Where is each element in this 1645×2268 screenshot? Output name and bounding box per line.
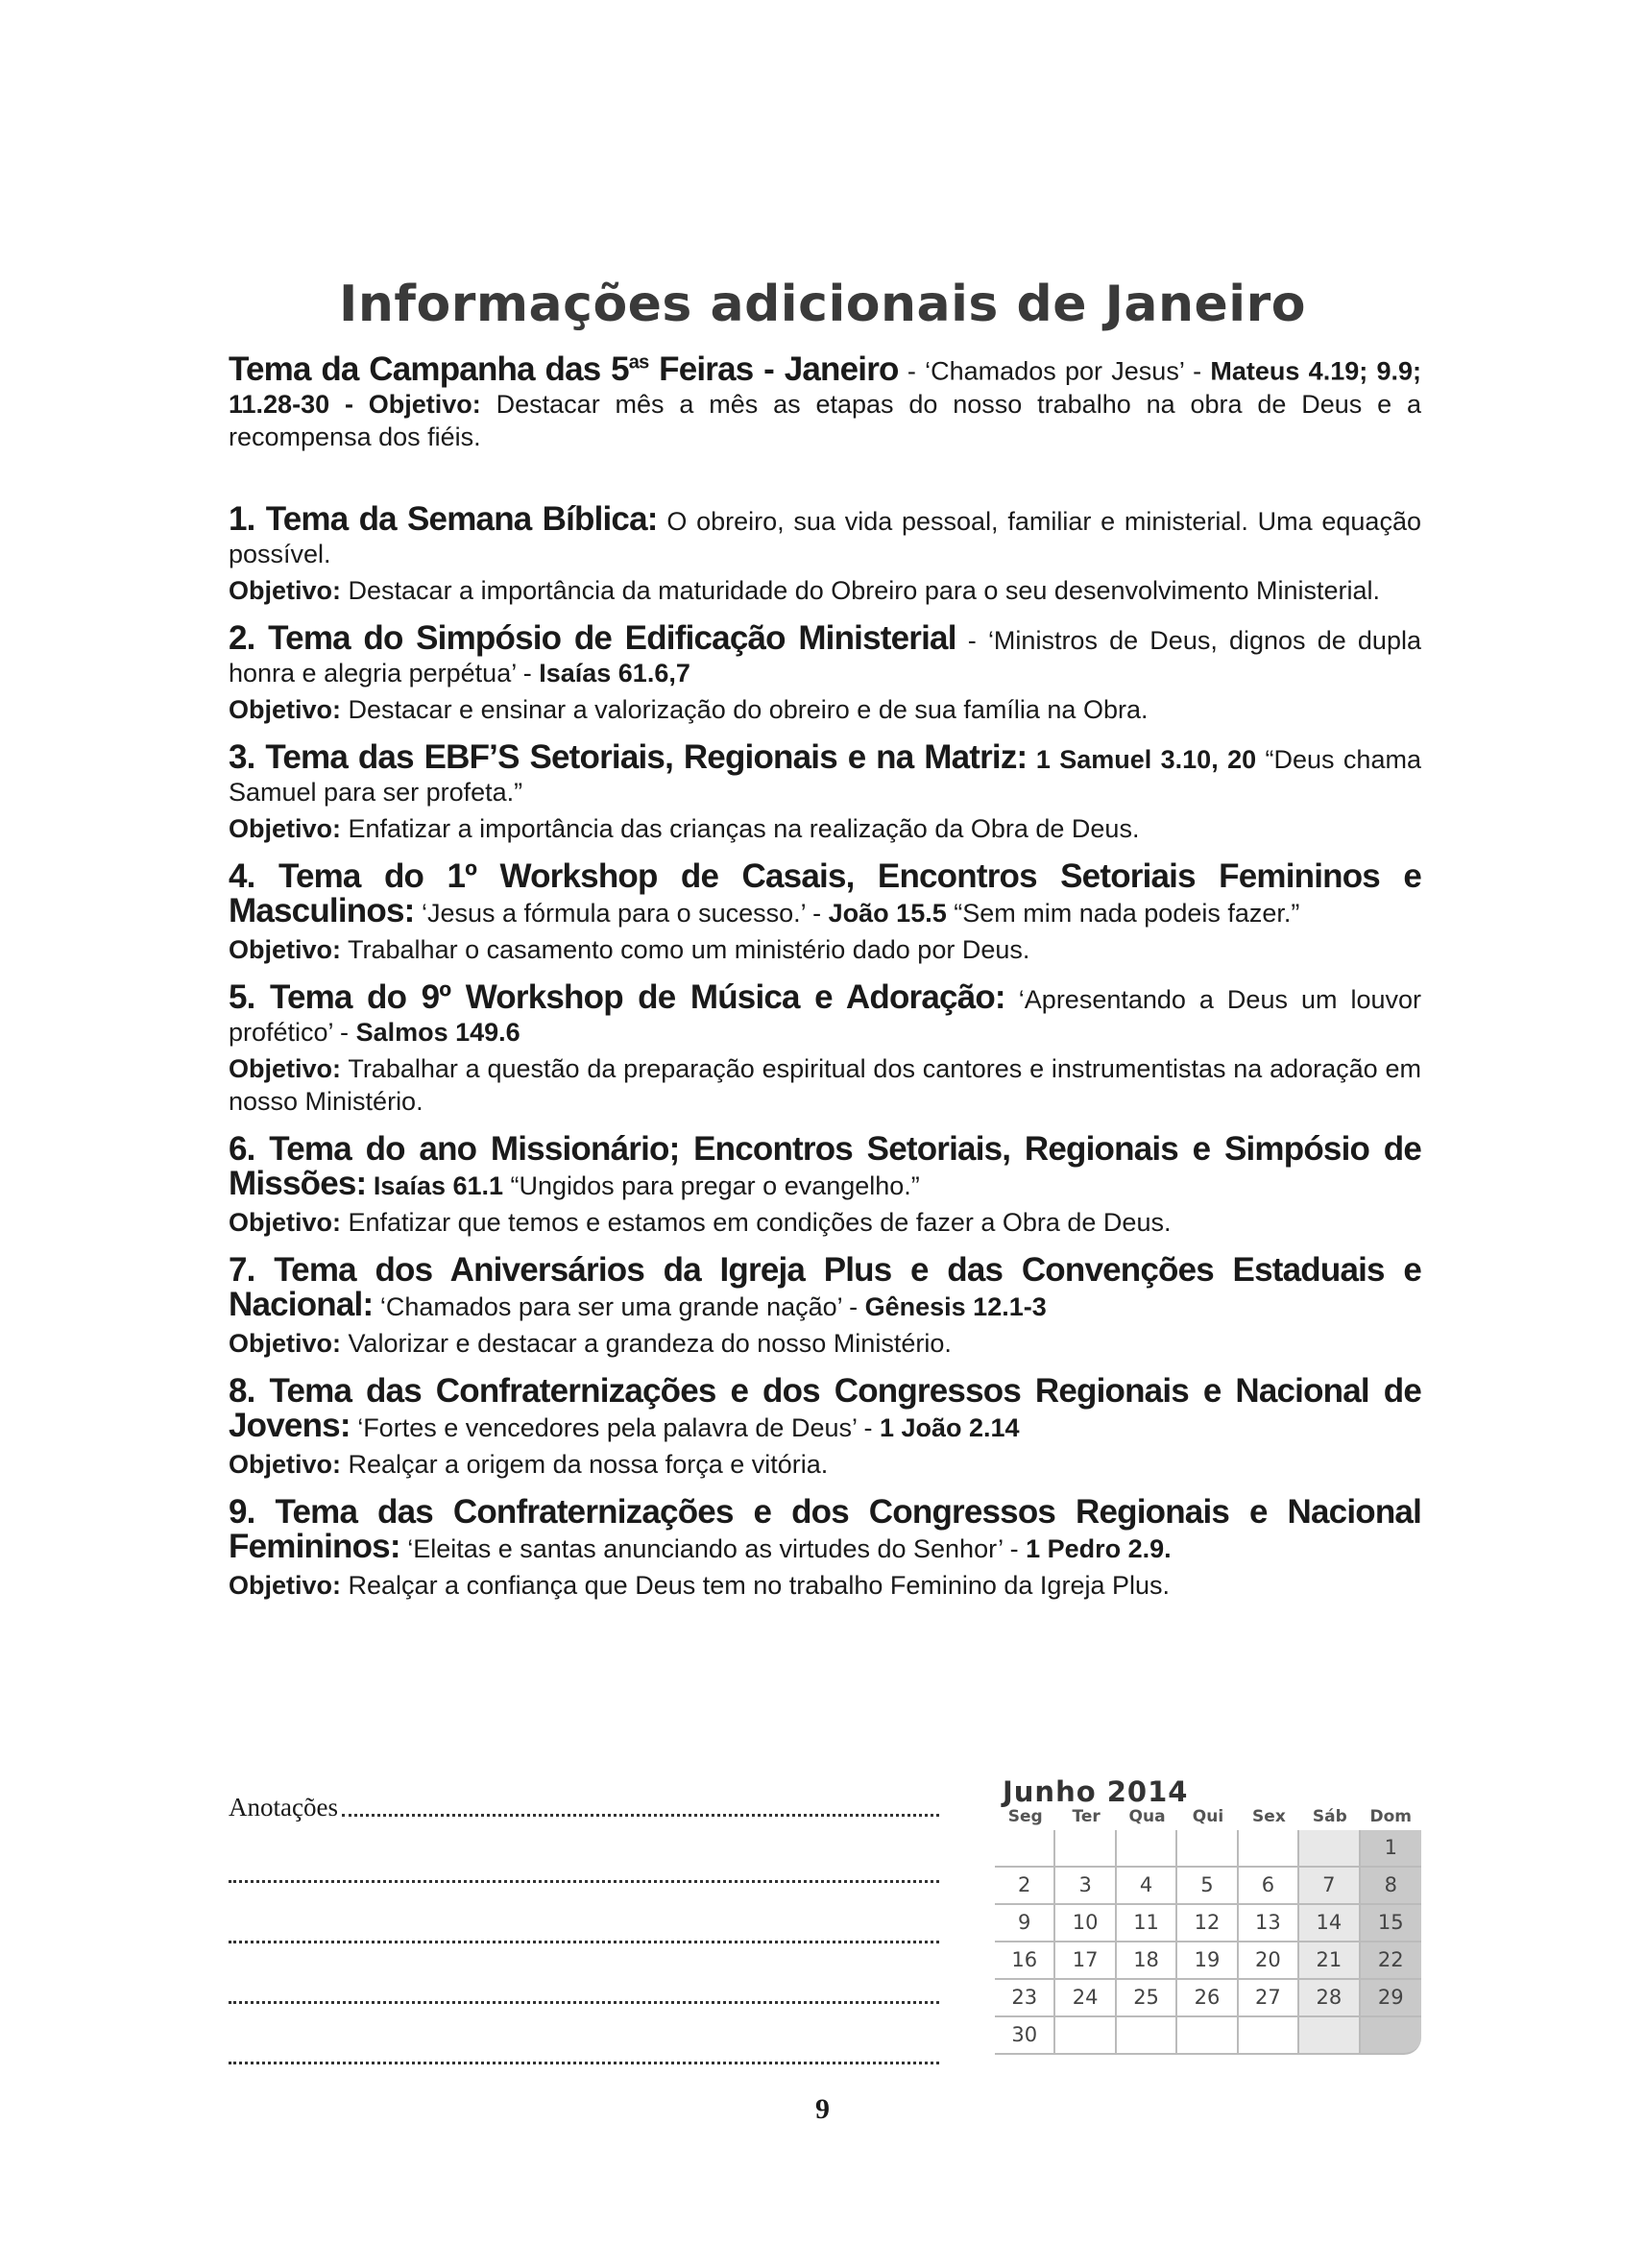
theme-text: ‘Eleitas e santas anunciando as virtudes do Senhor’ - (399, 1533, 1027, 1563)
bible-reference: 1 Pedro 2.9. (1026, 1533, 1172, 1563)
calendar-day: 28 (1299, 1980, 1360, 2017)
calendar-day: 15 (1361, 1905, 1421, 1942)
theme-quote: “Sem mim nada podeis fazer.” (946, 898, 1300, 928)
theme-heading: 2. Tema do Simpósio de Edificação Ministerial (229, 618, 956, 657)
calendar-weekdays (995, 1807, 1421, 1826)
theme-item (229, 737, 1421, 845)
calendar-day: 7 (1299, 1868, 1360, 1905)
weekday-label: Dom (1369, 1807, 1413, 1826)
calendar-day (1117, 1830, 1177, 1868)
objective-text: Realçar a confiança que Deus tem no trabalho Feminino da Igreja Plus. (341, 1570, 1171, 1600)
calendar-day: 30 (995, 2017, 1055, 2055)
objective (229, 574, 1421, 607)
theme-text (1027, 745, 1035, 774)
theme-item (229, 1250, 1421, 1360)
calendar-day (1239, 1830, 1299, 1868)
objective-text: Realçar a origem da nossa força e vitória. (341, 1449, 829, 1479)
calendar-day: 17 (1055, 1942, 1116, 1980)
weekday-label: Seg (1007, 1807, 1043, 1826)
objective (229, 1569, 1421, 1602)
objective (229, 812, 1421, 845)
calendar-day: 11 (1117, 1905, 1177, 1942)
objective-label: Objetivo: (229, 1449, 342, 1479)
theme-text: ‘Jesus a fórmula para o sucesso.’ - (414, 898, 829, 928)
calendar-day: 3 (1055, 1868, 1116, 1905)
theme-heading: 5. Tema do 9º Workshop de Música e Adoração: (229, 977, 1005, 1016)
note-line (229, 1943, 939, 2004)
objective-label: Objetivo: (229, 575, 342, 605)
theme-item (229, 1129, 1421, 1239)
objective-text: Enfatizar a importância das crianças na realização da Obra de Deus. (341, 813, 1140, 843)
theme-heading: 6. Tema do ano Missionário; Encontros Setoriais, Regionais e Simpósio de Missões: (229, 1129, 1421, 1202)
calendar-grid (995, 1830, 1421, 2055)
theme-item (229, 1492, 1421, 1602)
page-title: Informações adicionais de Janeiro (338, 275, 1306, 333)
objective (229, 1327, 1421, 1360)
note-line (229, 2004, 939, 2064)
theme-heading: 8. Tema das Confraternizações e dos Congressos Regionais e Nacional de Jovens: (229, 1371, 1421, 1444)
notes-label: Anotações (229, 1793, 338, 1822)
calendar-day: 5 (1177, 1868, 1238, 1905)
note-line (229, 1883, 939, 1943)
objective-text: Enfatizar que temos e estamos em condições de fazer a Obra de Deus. (341, 1207, 1172, 1237)
calendar-day: 20 (1239, 1942, 1299, 1980)
content (229, 346, 1421, 1617)
campaign-reference: Mateus 4.19; 9.9; 11.28-30 - Objetivo: (229, 356, 1422, 419)
calendar-day (1299, 2017, 1360, 2055)
calendar-day: 22 (1361, 1942, 1421, 1980)
theme-text: - ‘Ministros de Deus, dignos de dupla honra e alegria perpétua’ - (229, 625, 1421, 688)
objective (229, 693, 1421, 726)
theme-heading: 1. Tema da Semana Bíblica: (229, 499, 658, 538)
calendar-day: 6 (1239, 1868, 1299, 1905)
bible-reference: João 15.5 (828, 898, 947, 928)
theme-text: ‘Apresentando a Deus um louvor profético’ - (229, 984, 1421, 1047)
theme-quote: “Deus chama Samuel para ser profeta.” (229, 744, 1421, 807)
objective-label: Objetivo: (229, 1570, 342, 1600)
objective-text: Destacar a importância da maturidade do Obreiro para o seu desenvolvimento Ministerial. (341, 575, 1381, 605)
campaign-heading: Tema da Campanha das $5^{as}$ Feiras - Janeiro (229, 350, 899, 388)
objective (229, 933, 1421, 966)
calendar-day: 19 (1177, 1942, 1238, 1980)
objective-label: Objetivo: (229, 934, 342, 964)
weekday-label: Sáb (1312, 1807, 1347, 1826)
notes-area (229, 1784, 939, 2064)
bible-reference: Gênesis 12.1-3 (864, 1291, 1047, 1321)
calendar-day: 18 (1117, 1942, 1177, 1980)
bible-reference: 1 Samuel 3.10, 20 (1035, 744, 1257, 774)
note-line (229, 1822, 939, 1883)
objective (229, 1052, 1421, 1118)
bible-reference: Isaías 61.1 (373, 1170, 504, 1200)
theme-text (366, 1171, 374, 1200)
calendar-day (1361, 2017, 1421, 2055)
calendar-day (1117, 2017, 1177, 2055)
calendar-day: 27 (1239, 1980, 1299, 2017)
calendar-day (1055, 2017, 1116, 2055)
theme-quote: “Ungidos para pregar o evangelho.” (503, 1170, 920, 1200)
weekday-label: Qui (1192, 1807, 1224, 1826)
calendar-day: 10 (1055, 1905, 1116, 1942)
calendar-day: 13 (1239, 1905, 1299, 1942)
calendar-day: 16 (995, 1942, 1055, 1980)
calendar-day: 24 (1055, 1980, 1116, 2017)
objective-text: Destacar e ensinar a valorização do obreiro e de sua família na Obra. (341, 694, 1149, 724)
objective-text: Trabalhar a questão da preparação espiritual dos cantores e instrumentistas na adoração em nosso Ministério. (229, 1053, 1421, 1116)
calendar-day (1055, 1830, 1116, 1868)
bible-reference: Salmos 149.6 (355, 1017, 520, 1047)
bible-reference: 1 João 2.14 (879, 1412, 1020, 1442)
theme-text: O obreiro, sua vida pessoal, familiar e ministerial. Uma equação possível. (229, 506, 1421, 568)
page-number: 9 (815, 2093, 830, 2125)
calendar-day: 2 (995, 1868, 1055, 1905)
calendar-day (1177, 2017, 1238, 2055)
note-line (342, 1814, 939, 1817)
calendar-day: 1 (1361, 1830, 1421, 1868)
calendar-day: 14 (1299, 1905, 1360, 1942)
calendar-day (1177, 1830, 1238, 1868)
theme-text: ‘Fortes e vencedores pela palavra de Deus’ - (350, 1412, 880, 1442)
objective-label: Objetivo: (229, 694, 342, 724)
objective-label: Objetivo: (229, 1207, 342, 1237)
calendar-day (1299, 1830, 1360, 1868)
calendar-day: 9 (995, 1905, 1055, 1942)
calendar-day: 29 (1361, 1980, 1421, 2017)
theme-item (229, 618, 1421, 726)
calendar-day: 12 (1177, 1905, 1238, 1942)
objective-text: Valorizar e destacar a grandeza do nosso Ministério. (341, 1328, 952, 1358)
calendar-day: 21 (1299, 1942, 1360, 1980)
campaign-theme: ‘Chamados por Jesus’ - (925, 356, 1211, 386)
campaign-objective: Destacar mês a mês as etapas do nosso trabalho na obra de Deus e a recompensa dos fiéis. (229, 389, 1421, 451)
theme-heading: 3. Tema das EBF’S Setoriais, Regionais e na Matriz: (229, 737, 1028, 776)
theme-item (229, 977, 1421, 1118)
weekday-label: Ter (1072, 1807, 1101, 1826)
theme-item (229, 499, 1421, 607)
theme-heading: 7. Tema dos Aniversários da Igreja Plus e das Convenções Estaduais e Nacional: (229, 1250, 1421, 1323)
objective (229, 1448, 1421, 1481)
weekday-label: Qua (1128, 1807, 1166, 1826)
calendar-day: 25 (1117, 1980, 1177, 2017)
theme-heading: 9. Tema das Confraternizações e dos Congressos Regionais e Nacional Femininos: (229, 1492, 1421, 1565)
theme-item (229, 1371, 1421, 1481)
calendar-day (1239, 2017, 1299, 2055)
theme-list (229, 499, 1421, 1602)
theme-text: ‘Chamados para ser uma grande nação’ - (373, 1291, 865, 1321)
campaign-section: Tema da Campanha das $5^{as}$ Feiras - Janeiro - ‘Chamados por Jesus’ - Mateus 4.19; 9.9; 11.28-30 - Objetivo: Destacar mês a mês as etapas do nosso trabalho na obra de Deus e a recompensa dos fiéis. (229, 350, 1422, 451)
theme-heading: 4. Tema do 1º Workshop de Casais, Encontros Setoriais Femininos e Masculinos: (229, 857, 1421, 929)
objective-label: Objetivo: (229, 1328, 342, 1358)
theme-item (229, 857, 1421, 966)
objective-label: Objetivo: (229, 813, 342, 843)
calendar-day: 8 (1361, 1868, 1421, 1905)
bible-reference: Isaías 61.6,7 (539, 658, 690, 688)
mini-calendar (995, 1775, 1421, 2055)
objective-label: Objetivo: (229, 1053, 342, 1083)
objective (229, 1206, 1421, 1239)
calendar-day: 4 (1117, 1868, 1177, 1905)
calendar-day (995, 1830, 1055, 1868)
calendar-day: 23 (995, 1980, 1055, 2017)
calendar-title: Junho 2014 (1003, 1775, 1189, 1808)
objective-text: Trabalhar o casamento como um ministério dado por Deus. (341, 934, 1030, 964)
calendar-day: 26 (1177, 1980, 1238, 2017)
weekday-label: Sex (1252, 1807, 1286, 1826)
